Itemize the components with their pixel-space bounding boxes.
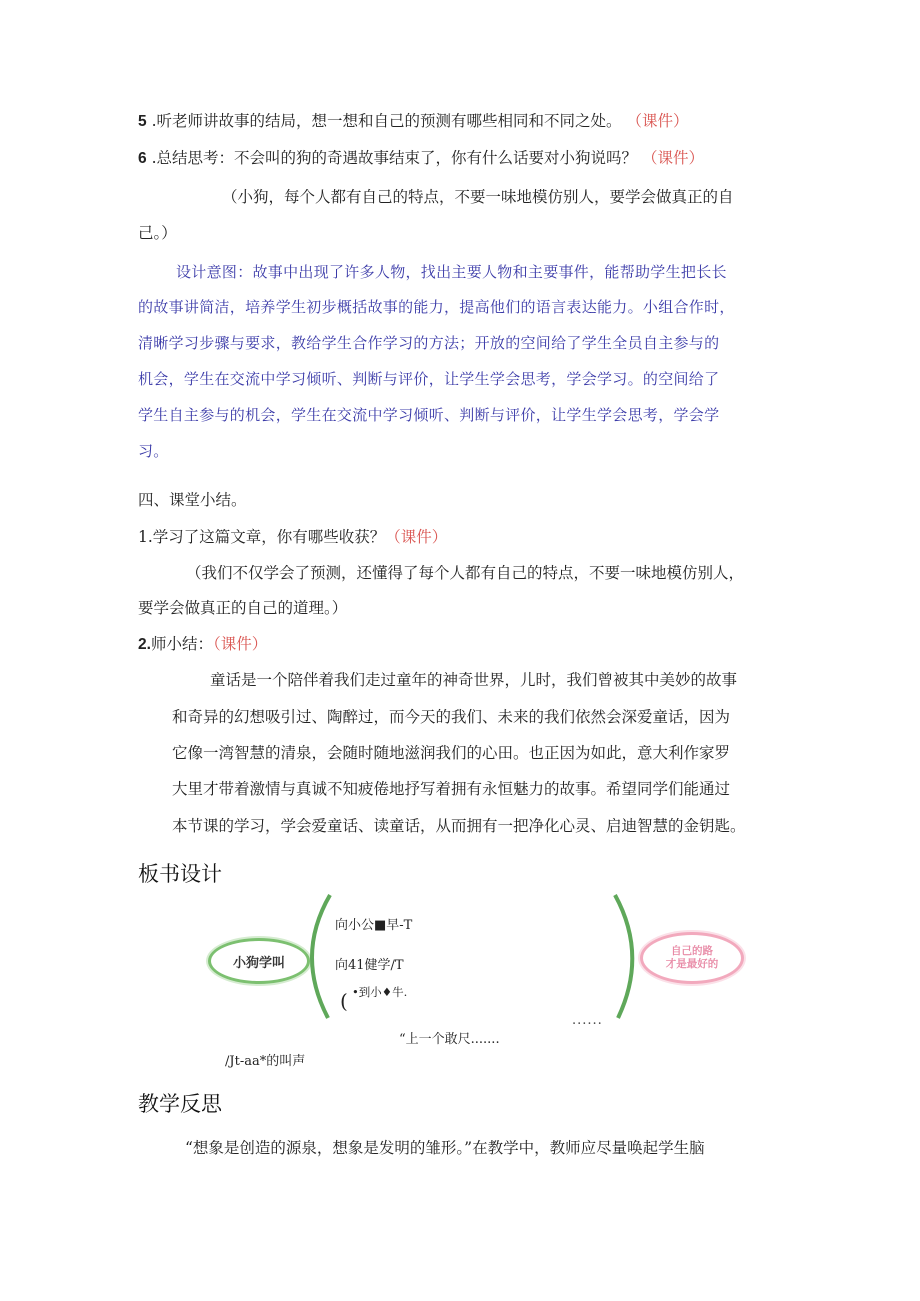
summary-line: 大里才带着激情与真诚不知疲倦地抒写着拥有永恒魅力的故事。希望同学们能通过	[172, 780, 731, 798]
answer-1-line-2: 要学会做真正的自己的道理。）	[138, 599, 348, 617]
item-5-number: 5	[138, 113, 147, 130]
board-line-1: 向小公■早-T	[335, 918, 413, 933]
left-cloud	[208, 938, 310, 984]
design-intent-line: 的故事讲简洁，培养学生初步概括故事的能力，提高他们的语言表达能力。小组合作时，	[138, 298, 735, 316]
answer-6-line-2: 己。）	[138, 224, 177, 242]
board-bottom-center: “上一个敢尺.......	[399, 1032, 500, 1047]
item-6-text: .总结思考：不会叫的狗的奇遇故事结束了，你有什么话要对小狗说吗？	[151, 149, 637, 167]
answer-6-line-1: （小狗，每个人都有自己的特点，不要一味地模仿别人，要学会做真正的自	[222, 188, 734, 206]
item-5	[138, 111, 688, 132]
item-5-tag: （课件）	[626, 112, 689, 130]
summary-line: 童话是一个陪伴着我们走过童年的神奇世界，儿时，我们曾被其中美妙的故事	[210, 671, 738, 689]
question-1-tag: （课件）	[385, 528, 448, 546]
board-inner-bracket: (	[340, 989, 348, 1013]
right-cloud	[640, 932, 744, 984]
design-intent-line: 设计意图：故事中出现了许多人物，找出主要人物和主要事件，能帮助学生把长长	[176, 263, 727, 281]
summary-line: 本节课的学习，学会爱童话、读童话，从而拥有一把净化心灵、启迪智慧的金钥匙。	[172, 817, 746, 835]
board-dots: ......	[572, 1013, 603, 1028]
right-cloud-line-2: 才是最好的	[665, 958, 719, 970]
left-cloud-text: 小狗学叫	[232, 955, 285, 971]
summary-line: 和奇异的幻想吸引过、陶醉过，而今天的我们、未来的我们依然会深爱童话，因为	[172, 708, 731, 726]
design-intent-line: 机会，学生在交流中学习倾听、判断与评价，让学生学会思考，学会学习。的空间给了	[138, 370, 720, 388]
board-line-2: 向41健学/T	[335, 958, 404, 973]
item-5-text: .听老师讲故事的结局，想一想和自己的预测有哪些相同和不同之处。	[151, 112, 622, 130]
answer-1-line-1: （我们不仅学会了预测，还懂得了每个人都有自己的特点，不要一味地模仿别人，	[186, 564, 745, 582]
item-6-tag: （课件）	[641, 149, 704, 167]
item-6-number: 6	[138, 150, 147, 167]
item-6	[138, 148, 704, 169]
reflection-heading: 教学反思	[138, 1092, 222, 1116]
section-4-title: 四、课堂小结。	[138, 491, 247, 509]
right-bracket	[615, 895, 632, 1018]
question-2-tag: （课件）	[212, 635, 268, 653]
design-intent-line: 学生自主参与的机会，学生在交流中学习倾听、判断与评价，让学生学会思考，学会学	[138, 406, 720, 424]
design-intent-line: 习。	[138, 442, 169, 460]
question-1	[138, 527, 447, 547]
board-bottom-left: /Jt-aa*的叫声	[225, 1054, 306, 1069]
left-bracket	[312, 895, 330, 1018]
question-2	[138, 634, 267, 655]
right-cloud-line-1: 自己的路	[671, 945, 713, 957]
question-1-text: 1.学习了这篇文章，你有哪些收获？	[138, 528, 386, 546]
summary-line: 它像一湾智慧的清泉，会随时随地滋润我们的心田。也正因为如此，意大利作家罗	[172, 744, 731, 762]
reflection-text: “想象是创造的源泉，想象是发明的雏形。”在教学中，教师应尽量唤起学生脑	[185, 1139, 705, 1157]
design-intent-line: 清晰学习步骤与要求，教给学生合作学习的方法；开放的空间给了学生全员自主参与的	[138, 334, 720, 352]
board-line-3: •到小♦牛.	[352, 985, 408, 999]
board-design-heading: 板书设计	[138, 862, 222, 886]
question-2-number: 2.	[138, 636, 151, 653]
question-2-text: 师小结：	[150, 635, 213, 653]
